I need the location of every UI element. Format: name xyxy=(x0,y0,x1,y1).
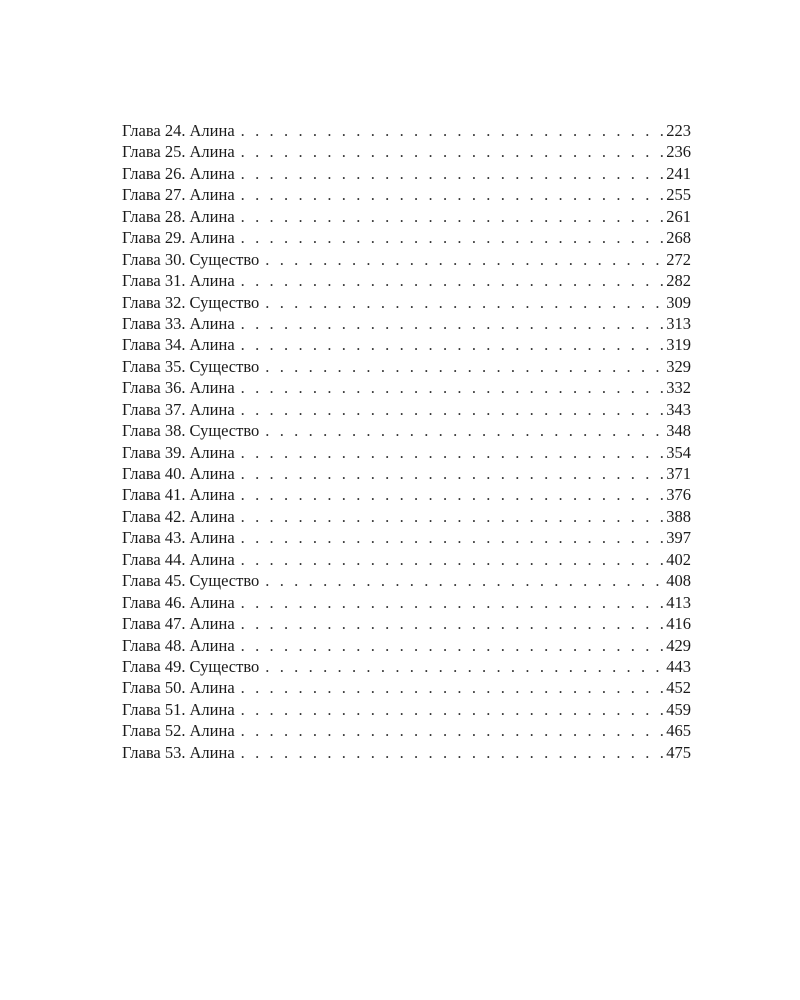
chapter-title: Алина xyxy=(189,399,235,419)
page-number: 416 xyxy=(666,614,691,634)
toc-entry[interactable] xyxy=(122,570,691,591)
toc-entry[interactable] xyxy=(122,506,691,527)
chapter-title: Алина xyxy=(189,699,235,719)
chapter-number: Глава 46. xyxy=(122,592,186,612)
chapter-number: Глава 38. xyxy=(122,421,186,441)
chapter-title: Существо xyxy=(189,249,260,269)
page-number: 475 xyxy=(666,742,691,762)
page-number: 413 xyxy=(666,592,691,612)
chapter-number: Глава 32. xyxy=(122,292,186,312)
chapter-number: Глава 36. xyxy=(122,378,186,398)
page-number: 319 xyxy=(666,335,691,355)
page-number: 371 xyxy=(666,464,691,483)
dot-leader xyxy=(241,527,665,548)
page-number: 255 xyxy=(666,185,691,205)
dot-leader xyxy=(241,442,665,463)
toc-entry[interactable] xyxy=(122,699,691,720)
dot-leader xyxy=(265,420,664,441)
dot-leader xyxy=(241,720,665,741)
toc-entry[interactable] xyxy=(122,163,691,184)
dot-leader xyxy=(241,270,665,291)
chapter-title: Алина xyxy=(189,614,235,634)
toc-entry[interactable] xyxy=(122,120,691,141)
dot-leader xyxy=(241,699,665,720)
toc-entry[interactable] xyxy=(122,270,691,291)
toc-entry[interactable] xyxy=(122,463,691,484)
toc-entry[interactable] xyxy=(122,334,691,355)
toc-entry[interactable] xyxy=(122,527,691,548)
page-number: 429 xyxy=(666,635,691,655)
chapter-title: Алина xyxy=(189,206,235,226)
chapter-number: Глава 52. xyxy=(122,721,186,741)
toc-entry[interactable] xyxy=(122,742,691,763)
chapter-title: Существо xyxy=(189,571,260,591)
toc-entry[interactable] xyxy=(122,720,691,741)
chapter-title: Существо xyxy=(189,421,260,441)
toc-entry[interactable] xyxy=(122,656,691,677)
page-number: 408 xyxy=(666,571,691,591)
toc-entry[interactable] xyxy=(122,484,691,505)
page-number: 402 xyxy=(666,549,691,569)
chapter-number: Глава 47. xyxy=(122,614,186,634)
chapter-title: Алина xyxy=(189,528,235,548)
chapter-title: Алина xyxy=(189,742,235,762)
chapter-number: Глава 50. xyxy=(122,678,186,698)
dot-leader xyxy=(241,334,665,355)
page-number: 397 xyxy=(666,528,691,548)
chapter-number: Глава 27. xyxy=(122,185,186,205)
table-of-contents xyxy=(122,120,691,763)
chapter-title: Алина xyxy=(189,121,235,140)
dot-leader xyxy=(265,656,664,677)
page-number: 282 xyxy=(666,271,691,291)
chapter-title: Алина xyxy=(189,228,235,248)
page-number: 241 xyxy=(666,163,691,183)
chapter-title: Алина xyxy=(189,185,235,205)
chapter-number: Глава 34. xyxy=(122,335,186,355)
chapter-number: Глава 44. xyxy=(122,549,186,569)
chapter-number: Глава 37. xyxy=(122,399,186,419)
page-number: 354 xyxy=(666,442,691,462)
dot-leader xyxy=(241,184,665,205)
chapter-number: Глава 25. xyxy=(122,142,186,162)
chapter-title: Алина xyxy=(189,485,235,505)
dot-leader xyxy=(265,356,664,377)
chapter-number: Глава 33. xyxy=(122,313,186,333)
page-number: 268 xyxy=(666,228,691,248)
page-number: 329 xyxy=(666,356,691,376)
page-number: 343 xyxy=(666,399,691,419)
dot-leader xyxy=(241,399,665,420)
chapter-number: Глава 31. xyxy=(122,271,186,291)
toc-entry[interactable] xyxy=(122,377,691,398)
toc-entry[interactable] xyxy=(122,635,691,656)
chapter-number: Глава 42. xyxy=(122,506,186,526)
toc-entry[interactable] xyxy=(122,292,691,313)
chapter-number: Глава 35. xyxy=(122,356,186,376)
chapter-number: Глава 40. xyxy=(122,464,186,483)
toc-entry[interactable] xyxy=(122,549,691,570)
dot-leader xyxy=(241,463,665,484)
toc-entry[interactable] xyxy=(122,184,691,205)
dot-leader xyxy=(241,677,665,698)
page-number: 309 xyxy=(666,292,691,312)
chapter-title: Алина xyxy=(189,313,235,333)
page-number: 388 xyxy=(666,506,691,526)
chapter-number: Глава 24. xyxy=(122,121,186,140)
page-number: 443 xyxy=(666,656,691,676)
chapter-title: Существо xyxy=(189,356,260,376)
page-number: 452 xyxy=(666,678,691,698)
chapter-number: Глава 29. xyxy=(122,228,186,248)
page-number: 348 xyxy=(666,421,691,441)
dot-leader xyxy=(241,141,665,162)
page-number: 313 xyxy=(666,313,691,333)
chapter-title: Алина xyxy=(189,442,235,462)
toc-entry[interactable] xyxy=(122,677,691,698)
chapter-number: Глава 49. xyxy=(122,656,186,676)
chapter-title: Алина xyxy=(189,464,235,483)
chapter-title: Алина xyxy=(189,549,235,569)
dot-leader xyxy=(241,120,665,141)
dot-leader xyxy=(241,635,665,656)
dot-leader xyxy=(241,313,665,334)
chapter-title: Алина xyxy=(189,635,235,655)
dot-leader xyxy=(265,249,664,270)
chapter-title: Алина xyxy=(189,335,235,355)
toc-entry[interactable] xyxy=(122,592,691,613)
toc-entry[interactable] xyxy=(122,141,691,162)
dot-leader xyxy=(265,570,664,591)
toc-entry[interactable] xyxy=(122,227,691,248)
toc-entry[interactable] xyxy=(122,206,691,227)
chapter-number: Глава 51. xyxy=(122,699,186,719)
chapter-number: Глава 45. xyxy=(122,571,186,591)
chapter-number: Глава 26. xyxy=(122,163,186,183)
page-number: 223 xyxy=(666,121,691,140)
dot-leader xyxy=(241,163,665,184)
dot-leader xyxy=(241,742,665,763)
toc-entry[interactable] xyxy=(122,399,691,420)
page-number: 459 xyxy=(666,699,691,719)
chapter-title: Алина xyxy=(189,678,235,698)
chapter-number: Глава 43. xyxy=(122,528,186,548)
dot-leader xyxy=(265,292,664,313)
chapter-number: Глава 53. xyxy=(122,742,186,762)
toc-entry[interactable] xyxy=(122,442,691,463)
chapter-title: Алина xyxy=(189,378,235,398)
chapter-title: Алина xyxy=(189,163,235,183)
page-number: 465 xyxy=(666,721,691,741)
page-number: 376 xyxy=(666,485,691,505)
toc-entry[interactable] xyxy=(122,313,691,334)
chapter-number: Глава 30. xyxy=(122,249,186,269)
chapter-number: Глава 48. xyxy=(122,635,186,655)
chapter-number: Глава 28. xyxy=(122,206,186,226)
chapter-number: Глава 39. xyxy=(122,442,186,462)
dot-leader xyxy=(241,506,665,527)
toc-entry[interactable] xyxy=(122,249,691,270)
toc-entry[interactable] xyxy=(122,420,691,441)
chapter-title: Алина xyxy=(189,592,235,612)
chapter-title: Алина xyxy=(189,271,235,291)
dot-leader xyxy=(241,549,665,570)
page-number: 272 xyxy=(666,249,691,269)
dot-leader xyxy=(241,377,665,398)
chapter-title: Существо xyxy=(189,656,260,676)
page-number: 236 xyxy=(666,142,691,162)
chapter-title: Существо xyxy=(189,292,260,312)
dot-leader xyxy=(241,206,665,227)
dot-leader xyxy=(241,484,665,505)
chapter-title: Алина xyxy=(189,142,235,162)
toc-entry[interactable] xyxy=(122,613,691,634)
chapter-title: Алина xyxy=(189,506,235,526)
toc-entry[interactable] xyxy=(122,356,691,377)
chapter-title: Алина xyxy=(189,721,235,741)
dot-leader xyxy=(241,227,665,248)
page-number: 261 xyxy=(666,206,691,226)
page-number: 332 xyxy=(666,378,691,398)
chapter-number: Глава 41. xyxy=(122,485,186,505)
dot-leader xyxy=(241,613,665,634)
dot-leader xyxy=(241,592,665,613)
